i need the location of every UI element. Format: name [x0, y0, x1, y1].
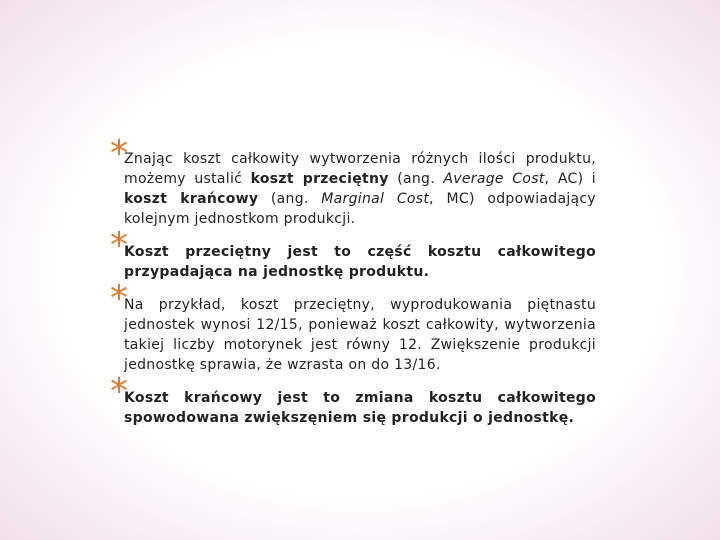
text-run: Znając koszt całkowity wytworzenia różnych ilości produktu, możemy ustalić	[124, 151, 596, 187]
bullet-item-2	[110, 225, 596, 282]
text-run: , AC) i	[544, 171, 596, 187]
term-average-cost: koszt przeciętny	[250, 171, 389, 187]
term-english-marginal-cost: Marginal Cost	[321, 191, 430, 207]
bullet-item-3	[110, 278, 596, 375]
bullet-text-3: Na przykład, koszt przeciętny, wyprodukowania piętnastu jednostek wynosi 12/15, ponieważ koszt całkowity, wytworzenia takiej liczby motorynek jest równy 12. Zwiększenie produkcji jednostkę sprawia, że wzrasta on do 13/16.	[124, 297, 596, 373]
bullet-text-4: Koszt krańcowy jest to zmiana kosztu całkowitego spowodowana zwiększęniem się produkcji o jednostkę.	[124, 390, 596, 426]
bullet-text-2: Koszt przeciętny jest to część kosztu całkowitego przypadająca na jednostkę produktu.	[124, 244, 596, 280]
star-bullet-icon: *	[110, 225, 128, 266]
term-marginal-cost: koszt krańcowy	[124, 191, 259, 207]
term-english-average-cost: Average Cost	[443, 171, 545, 187]
text-run: (ang.	[258, 191, 322, 207]
bullet-item-4	[110, 371, 596, 428]
star-bullet-icon: *	[110, 133, 128, 174]
text-run: (ang.	[388, 171, 444, 187]
text-run: , MC) odpowiadający kolejnym jednostkom produkcji.	[124, 191, 596, 227]
star-bullet-icon: *	[110, 371, 128, 412]
star-bullet-icon: *	[110, 278, 128, 319]
bullet-list	[110, 133, 596, 433]
bullet-text-1	[124, 142, 596, 229]
bullet-item-1	[110, 133, 596, 229]
